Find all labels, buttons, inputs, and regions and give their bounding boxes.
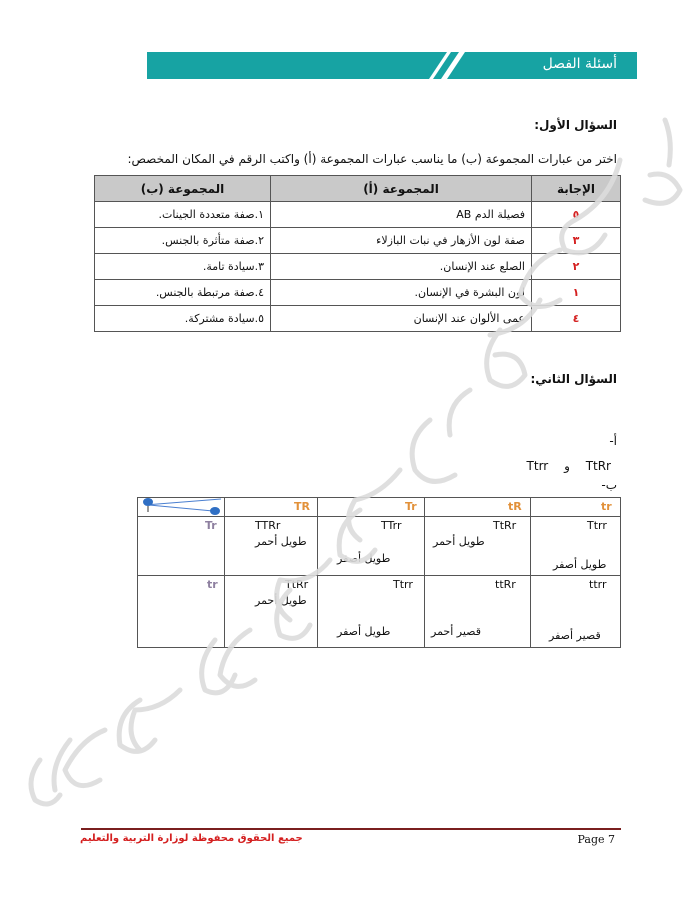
offspring-genotype: Ttrr — [393, 578, 413, 591]
group-b-cell: ٢.صفة متأثرة بالجنس. — [95, 228, 271, 254]
offspring-genotype: ttrr — [589, 578, 607, 591]
cross-left-genotype: Ttrr — [526, 459, 549, 473]
offspring-phenotype: طويل أصفر — [553, 558, 607, 571]
offspring-genotype: TtRr — [285, 578, 309, 591]
offspring-genotype: TtRr — [493, 519, 517, 532]
table-header-row — [95, 176, 621, 202]
group-a-cell: عمى الألوان عند الإنسان — [271, 306, 532, 332]
group-a-cell: صفة لون الأزهار في نبات البازلاء — [271, 228, 532, 254]
answer-cell: ٢ — [532, 254, 621, 280]
group-b-cell: ٥.سيادة مشتركة. — [95, 306, 271, 332]
group-b-cell: ١.صفة متعددة الجينات. — [95, 202, 271, 228]
offspring-phenotype: طويل أصفر — [337, 552, 391, 565]
answer-cell: ٥ — [532, 202, 621, 228]
footer-rights: جميع الحقوق محفوظة لوزارة التربية والتعليم — [80, 833, 303, 844]
punnett-square — [137, 497, 621, 648]
parental-cross — [521, 459, 617, 473]
group-a-cell: الصلع عند الإنسان. — [271, 254, 532, 280]
chapter-banner — [147, 52, 637, 79]
table-row — [95, 280, 621, 306]
header-group-b: المجموعة (ب) — [95, 176, 271, 202]
header-answer: الإجابة — [532, 176, 621, 202]
offspring-phenotype: طويل أصفر — [337, 625, 391, 638]
gamete-top-Tr: Tr — [405, 500, 417, 513]
matching-table — [94, 175, 621, 332]
question2-heading: السؤال الثاني: — [530, 372, 617, 386]
corner-pins-icon — [137, 497, 224, 517]
group-b-cell: ٣.سيادة تامة. — [95, 254, 271, 280]
banner-title: أسئلة الفصل — [542, 56, 617, 72]
offspring-genotype: ttRr — [495, 578, 516, 591]
question1-instruction: اختر من عبارات المجموعة (ب) ما يناسب عبارات المجموعة (أ) واكتب الرقم في المكان المخصص: — [127, 152, 617, 166]
question1-heading: السؤال الأول: — [534, 118, 617, 132]
group-a-cell: فصيلة الدم AB — [271, 202, 532, 228]
cross-conjunction: و — [564, 459, 570, 473]
answer-cell: ٣ — [532, 228, 621, 254]
gamete-side-Tr: Tr — [205, 519, 217, 532]
offspring-phenotype: قصير أحمر — [431, 625, 481, 638]
table-row — [95, 306, 621, 332]
table-row — [95, 202, 621, 228]
header-group-a: المجموعة (أ) — [271, 176, 532, 202]
offspring-genotype: TTrr — [381, 519, 402, 532]
offspring-phenotype: قصير أصفر — [549, 629, 601, 642]
gamete-top-tR: tR — [508, 500, 522, 513]
group-b-cell: ٤.صفة مرتبطة بالجنس. — [95, 280, 271, 306]
part-a-label: أ- — [609, 434, 617, 448]
offspring-phenotype: طويل أحمر — [255, 594, 307, 607]
offspring-genotype: TTRr — [255, 519, 281, 532]
offspring-phenotype: طويل أحمر — [255, 535, 307, 548]
gamete-top-tr: tr — [601, 500, 612, 513]
page-number: Page 7 — [577, 833, 615, 846]
gamete-top-TR: TR — [294, 500, 310, 513]
offspring-phenotype: طويل أحمر — [433, 535, 485, 548]
group-a-cell: لون البشرة في الإنسان. — [271, 280, 532, 306]
answer-cell: ٤ — [532, 306, 621, 332]
gamete-side-tr: tr — [207, 578, 218, 591]
offspring-genotype: Ttrr — [587, 519, 607, 532]
footer-divider — [81, 828, 621, 830]
answer-cell: ١ — [532, 280, 621, 306]
table-row — [95, 228, 621, 254]
part-b-label: ب- — [601, 478, 617, 492]
cross-right-genotype: TtRr — [585, 459, 611, 473]
table-row — [95, 254, 621, 280]
